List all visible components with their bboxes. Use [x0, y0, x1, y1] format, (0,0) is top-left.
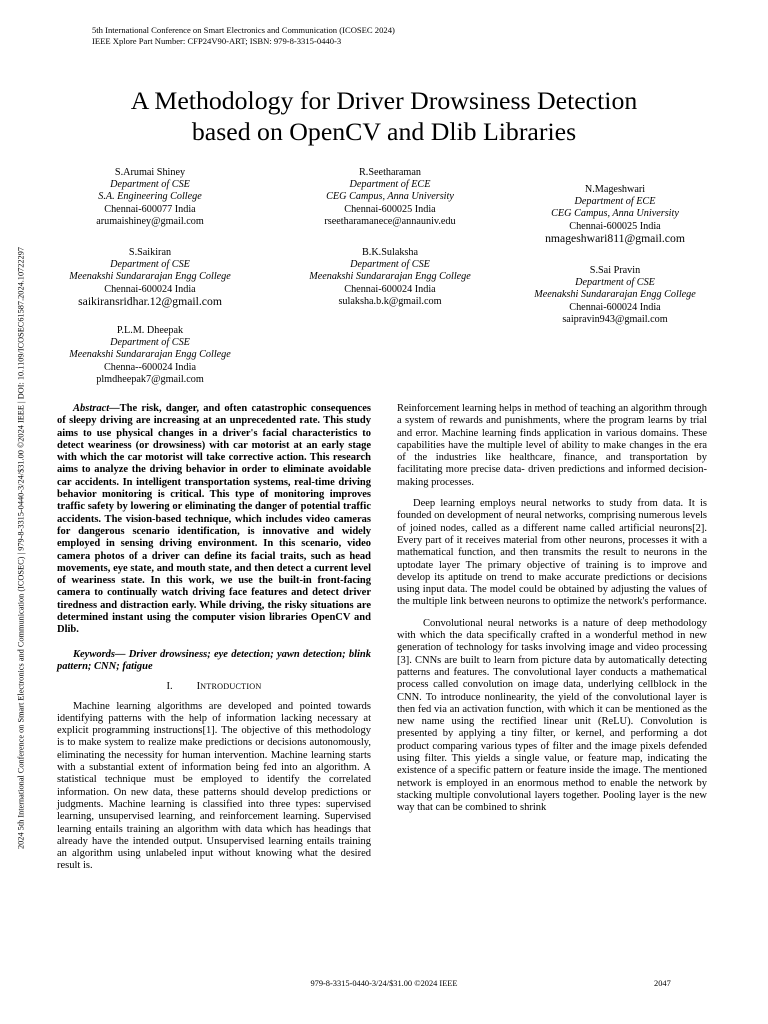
author-org: Meenakshi Sundararajan Engg College — [69, 349, 231, 361]
author-dept: Department of CSE — [350, 259, 430, 271]
author-city: Chennai-600025 India — [569, 220, 661, 232]
body-paragraph: Convolutional neural networks is a nature of deep methodology with which the data specifically crafted in a wonderful method in new generation of technology for tasks involving image and video processing [3]. CNNs are built to learn from picture data by automatically detecting patterns and features. The convolutional layer conducts a mathematical process called convolution on image data, underlying cellblock in the CNN. To introduce nonlinearity, the yield of the convolutional layer is then fed via an activation function, with which it can be mentioned as the new name using the rectified linear unit (ReLU). Convolution is presented by applying a tiny filter, or kernel, and performing a dot product comparing various types of filter and the image pixels defended using filter. This yields a single value, or feature map, indicating the existence of a specific pattern or feature inside the image. The mentioned network is employed in an enormous method to enable the network by stacking multiple convolutional layers together. Pooling layer is the new way that can be combined to shrink — [397, 617, 707, 814]
section-title-initial: I — [196, 681, 201, 693]
side-doi-strip — [6, 148, 36, 948]
author-city: Chennai-600024 India — [104, 283, 196, 295]
page-number: 2047 — [654, 979, 671, 988]
title-line-2: based on OpenCV and Dlib Libraries — [191, 117, 577, 146]
title-line-1: A Methodology for Driver Drowsiness Detection — [130, 86, 638, 115]
author-city: Chennai-600025 India — [344, 203, 436, 215]
conference-name: 5th International Conference on Smart Electronics and Communication (ICOSEC 2024) — [92, 25, 395, 35]
abstract-dash: — — [109, 403, 120, 414]
author-email: rseetharamanece@annauniv.edu — [324, 215, 456, 227]
author-block — [280, 247, 500, 308]
author-dept: Department of CSE — [110, 179, 190, 191]
left-column — [57, 403, 371, 873]
author-block — [280, 167, 500, 228]
side-doi-text: 2024 5th International Conference on Smart Electronics and Communication (ICOSEC) | 979-8-3315-0440-3/24/$31.00 ©2024 IEEE | DOI: 10.1109/ICOSEC61587.2024.10722297 — [16, 247, 26, 849]
author-dept: Department of ECE — [574, 196, 656, 208]
author-name: B.K.Sulaksha — [361, 247, 419, 258]
paper-title — [30, 85, 738, 147]
author-city: Chennai-600024 India — [569, 301, 661, 313]
body-paragraph: Deep learning employs neural networks to study from data. It is founded on development of neural networks, comprising numerous levels of joined nodes, called as a different name called artificial neurons[2]. Every part of it receives material from other neurons, processes it with a mathematical function, and then transmits the result to neurons in the uptodate layer The primary objective of training is to improve and develop its aptitude on trend to make accurate predictions or decisions using input data. The model could be obtained by adjusting the values of the multiple link between neurons to optimize the network's performance. — [397, 498, 707, 608]
keywords — [57, 649, 371, 674]
author-name: S.Saikiran — [128, 247, 172, 258]
intro-paragraph: Machine learning algorithms are developed and pointed towards identifying patterns with the help of information lacking necessary at explicit programming instructions[1]. The objective of this methodology is to make system to realize make predictions or decisions autonomously, eliminating the necessity for human intervention. Machine learning starts with a substantial extent of information being fed into an algorithm. A statistical technique must be employed to identify the correlated information. On new data, these patterns should develop predictions or judgments. Machine learning is classified into three types: supervised learning, unsupervised learning, and reinforcement learning. Supervised learning entails training an algorithm with data which has headings that already have the intended output. Unsupervised learning entails training an algorithm using unlabeled input without knowing what the desired result is. — [57, 700, 371, 872]
author-city: Chennai-600024 India — [344, 283, 436, 295]
author-name: S.Sai Pravin — [589, 265, 641, 276]
section-title-rest: NTRODUCTION — [200, 682, 262, 692]
author-dept: Department of ECE — [349, 179, 431, 191]
author-email: sulaksha.b.k@gmail.com — [338, 295, 442, 307]
author-email: saikiransridhar.12@gmail.com — [78, 294, 222, 308]
author-dept: Department of CSE — [110, 337, 190, 349]
author-email: saipravin943@gmail.com — [562, 313, 668, 325]
abstract-text: The risk, danger, and often catastrophic consequences of sleepy driving are increasing at an unprecedented rate. This study aims to use physical changes in a driver's facial characteristics to detect weariness (or drowsiness) with car motorist at an early stage with which the car motorist will take corrective action. This research aims to analyze the driving behavior in order to eliminate avoidable car accidents. In intelligent transportation systems, real-time driving behavior monitoring is critical. This type of monitoring improves traffic safety by lowering or eliminating the danger of potential traffic accidents. The vision-based technique, which includes video cameras for dangerous scenario identification, is innovative and widely employed in sensing driving environment. In this scenario, video camera photos of a driver can define its facial traits, such as head movements, eye state, and mouth state, and then detect a current level of weariness state. In this work, we use the built-in front-facing camera to continually watch driving face features and detect driver tiredness and distraction early. While driving, the risky situations are determined instant using the computer vision libraries OpenCV and Dlib. — [57, 403, 371, 636]
author-email: nmageshwari811@gmail.com — [545, 231, 685, 245]
author-name: R.Seetharaman — [359, 167, 421, 178]
section-number: I. — [166, 681, 173, 693]
keywords-text: Driver drowsiness; eye detection; yawn detection; blink pattern; CNN; fatigue — [57, 648, 371, 672]
footer-copyright: 979-8-3315-0440-3/24/$31.00 ©2024 IEEE — [310, 979, 458, 988]
abstract — [57, 403, 371, 637]
author-block — [40, 325, 260, 386]
body-paragraph: Reinforcement learning helps in method of teaching an algorithm through a system of rewards and punishments, where the program learns by trial and error. Machine learning finds application in various domains. These capabilities have the multiple level of ability to make changes in the era of the industries like healthcare, finance, and transportation by facilitating more precise data- driven predictions and informed decision-making processes. — [397, 403, 707, 488]
author-block — [505, 265, 725, 326]
author-city: Chenna--600024 India — [104, 361, 196, 373]
conference-header — [92, 25, 692, 47]
author-name: P.L.M. Dheepak — [116, 325, 184, 336]
author-block — [40, 247, 260, 308]
author-org: Meenakshi Sundararajan Engg College — [69, 271, 231, 283]
author-block — [505, 184, 725, 245]
author-name: S.Arumai Shiney — [114, 167, 186, 178]
author-org: CEG Campus, Anna University — [326, 191, 454, 203]
abstract-label: Abstract — [73, 403, 110, 414]
section-heading-introduction — [57, 681, 371, 693]
author-email: arumaishiney@gmail.com — [96, 215, 204, 227]
isbn-line: IEEE Xplore Part Number: CFP24V90-ART; ISBN: 979-8-3315-0440-3 — [92, 36, 342, 46]
author-org: Meenakshi Sundararajan Engg College — [309, 271, 471, 283]
author-org: S.A. Engineering College — [98, 191, 202, 203]
keywords-label: Keywords— — [73, 648, 126, 660]
right-column — [397, 403, 707, 815]
author-dept: Department of CSE — [575, 277, 655, 289]
author-block — [40, 167, 260, 228]
author-org: Meenakshi Sundararajan Engg College — [534, 289, 696, 301]
author-city: Chennai-600077 India — [104, 203, 196, 215]
author-dept: Department of CSE — [110, 259, 190, 271]
author-name: N.Mageshwari — [584, 184, 646, 195]
author-org: CEG Campus, Anna University — [551, 208, 679, 220]
author-email: plmdheepak7@gmail.com — [96, 373, 204, 385]
